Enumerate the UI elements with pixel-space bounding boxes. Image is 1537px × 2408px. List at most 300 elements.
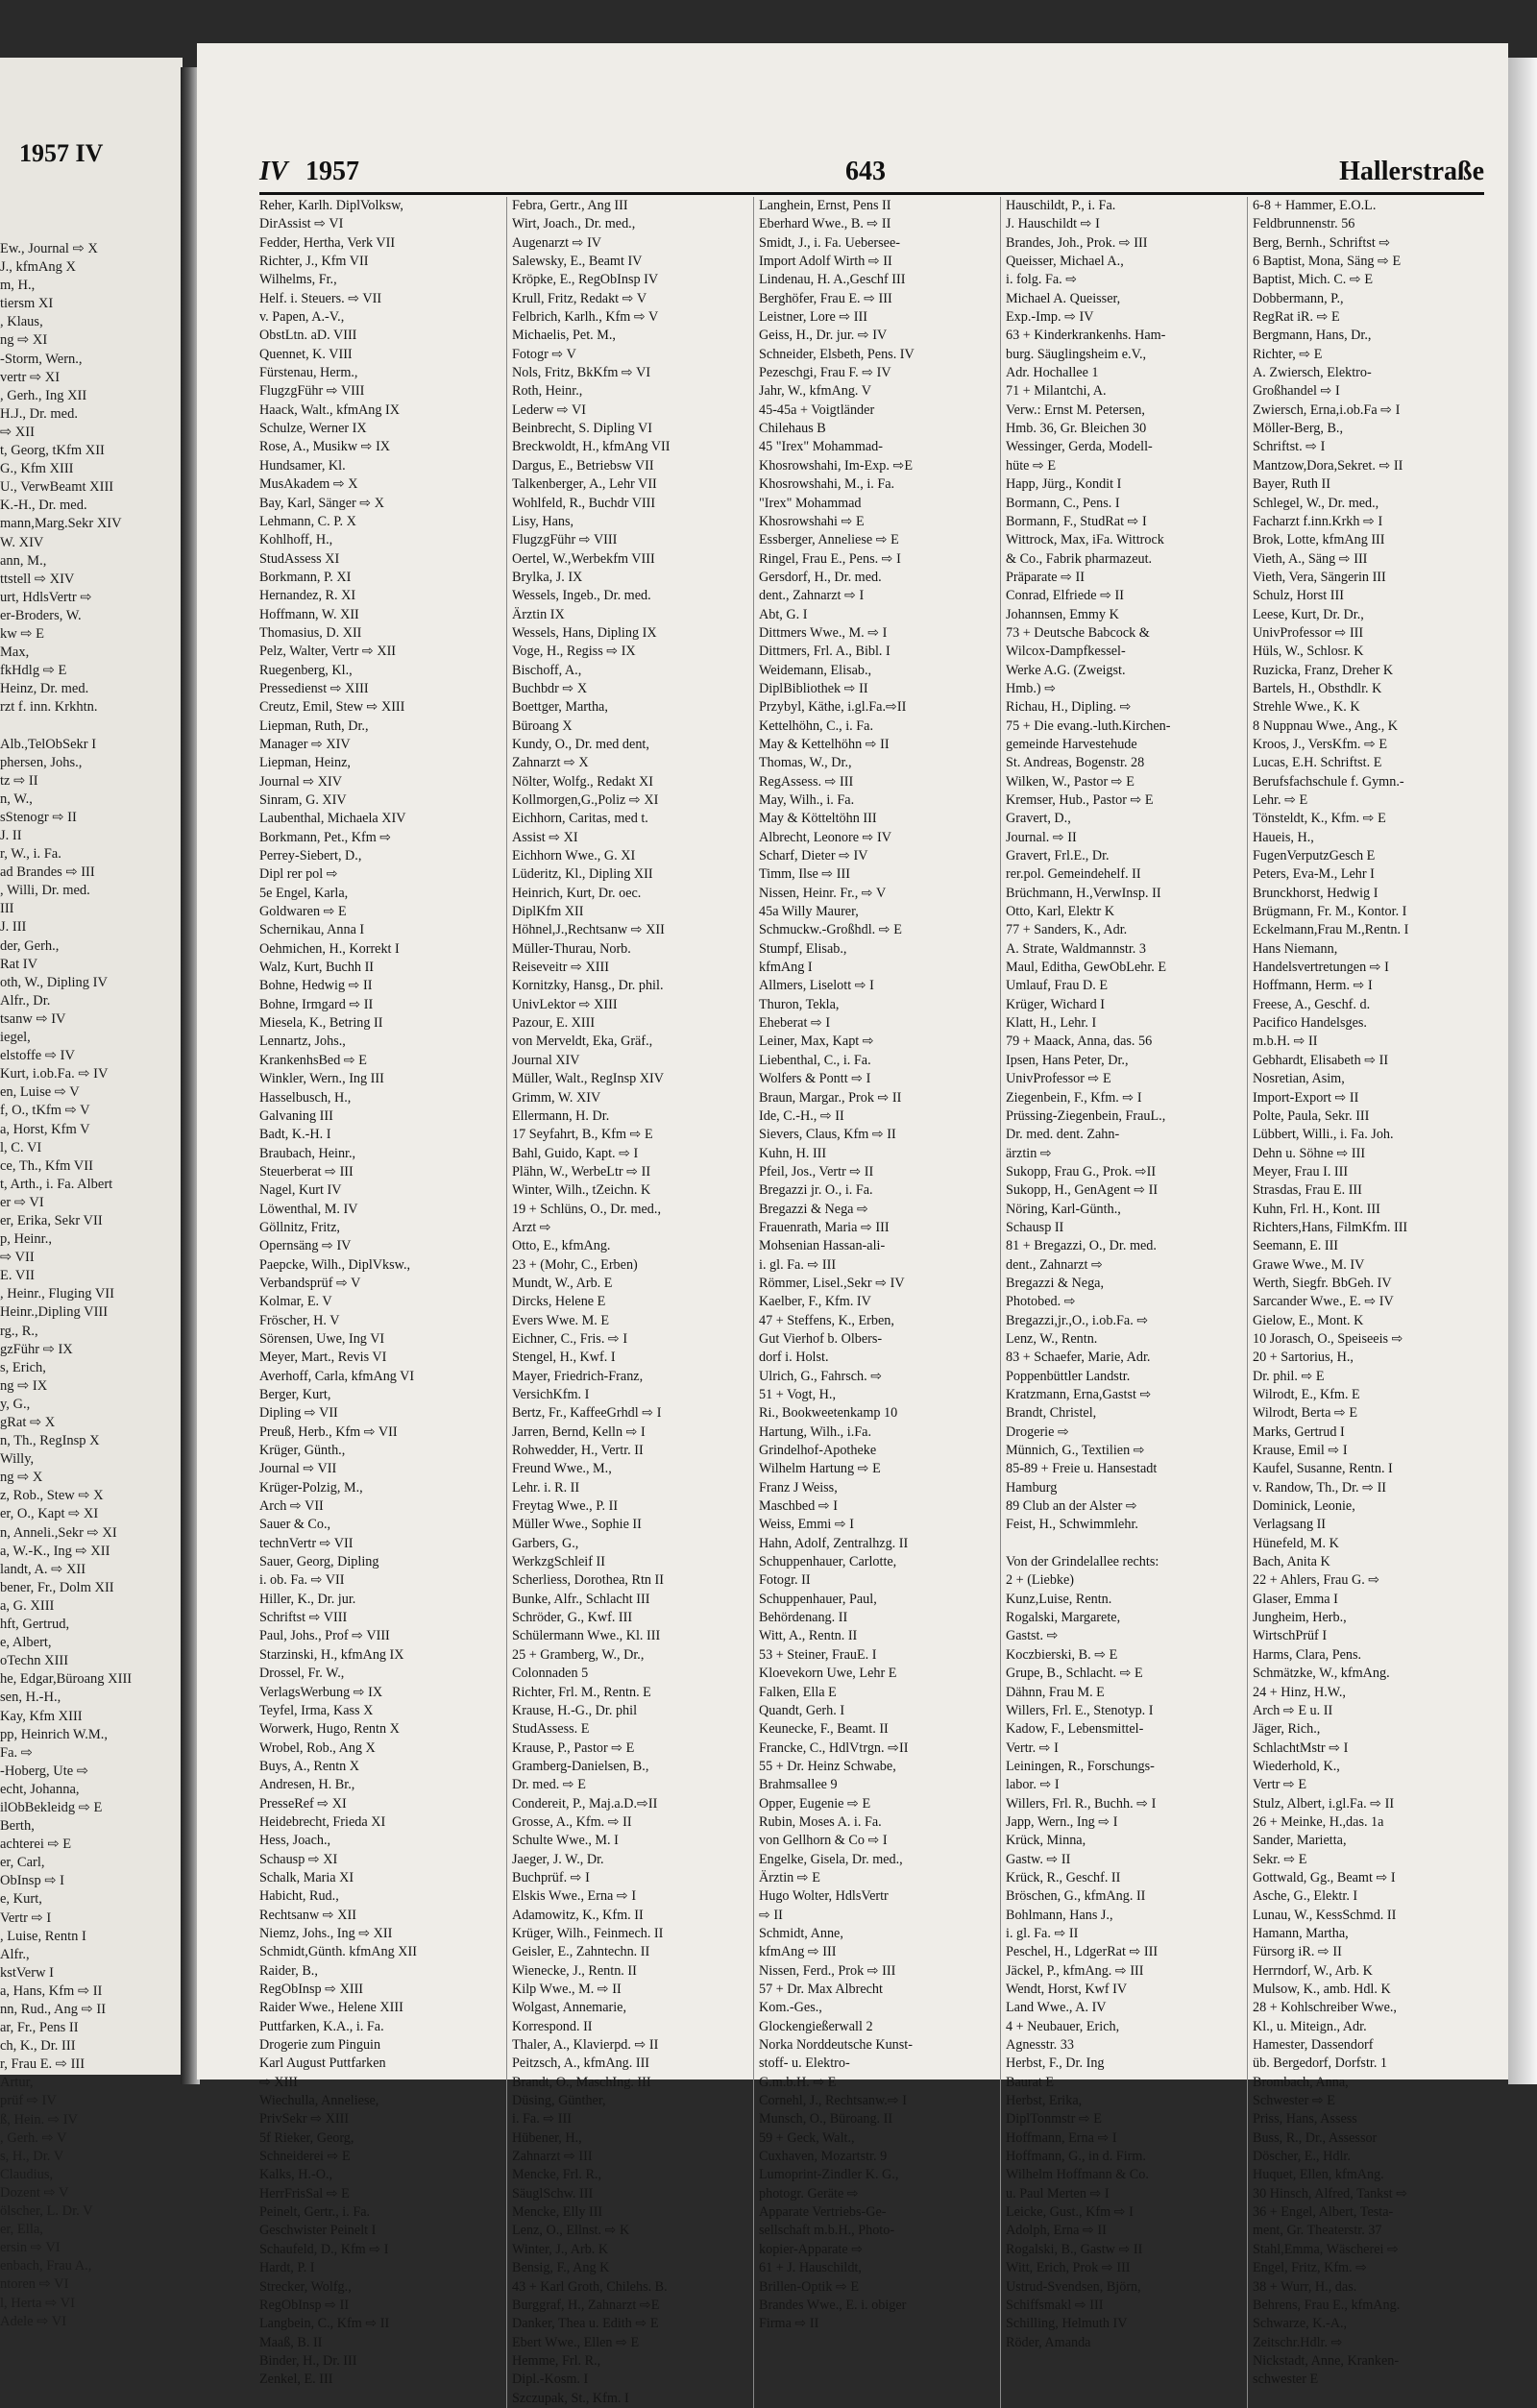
directory-entry: Bröschen, G., kfmAng. II [1006,1888,1146,1905]
directory-entry: FlugzgFühr ⇨ VIII [512,532,618,548]
directory-entry: Pacifico Handelsges. [1253,1015,1367,1032]
directory-entry: Engel, Fritz, Kfm. ⇨ [1253,2260,1368,2276]
directory-entry: Assist ⇨ XI [512,829,578,845]
directory-entry: Raider Wwe., Helene XIII [259,2000,403,2016]
directory-entry: Krüger, Wilh., Feinmech. II [512,1925,664,1941]
directory-entry: Fotogr. II [759,1572,811,1589]
directory-entry [1006,1535,1237,1553]
directory-entry: Fürsorg iR. ⇨ II [1253,1944,1342,1960]
directory-entry: Bay, Karl, Sänger ⇨ X [259,495,384,511]
directory-entry: Harms, Clara, Pens. [1253,1646,1362,1663]
directory-entry: Nagel, Kurt IV [259,1182,342,1199]
directory-entry: Kaelber, F., Kfm. IV [759,1294,871,1310]
directory-entry: Hauschildt, P., i. Fa. [1006,198,1116,213]
directory-entry: Facharzt f.inn.Krkh ⇨ I [1253,513,1383,529]
left-page-line: sen, H.-H., [0,1690,61,1706]
directory-columns [259,197,1484,2406]
directory-entry: Maschbed ⇨ I [759,1498,839,1515]
directory-entry: Rechtsanw ⇨ XII [259,1907,356,1923]
left-page-line: y, G., [0,1396,31,1412]
directory-entry: Hartung, Wilh., i.Fa. [759,1423,871,1440]
directory-entry: kfmAng I [759,960,813,976]
left-page-line: iegel, [0,1030,31,1046]
directory-entry: Wilcox-Dampfkessel- [1006,644,1126,660]
directory-entry: Maul, Editha, GewObLehr. E [1006,960,1167,976]
left-page-line: s, H., Dr. V [0,2148,64,2164]
directory-entry: Boettger, Martha, [512,699,608,716]
left-page-line: rzt f. inn. Krkhtn. [0,699,98,716]
directory-entry: Borkmann, Pet., Kfm ⇨ [259,829,392,845]
directory-entry: i. Fa. ⇨ III [512,2111,572,2128]
directory-entry: Adamowitz, K., Kfm. II [512,1907,644,1923]
left-page-line: kw ⇨ E [0,625,44,642]
directory-entry: Johannsen, Emmy K [1006,606,1119,622]
directory-entry: Michaelis, Pet. M., [512,328,616,344]
directory-entry: 45 "Irex" Mohammad- [759,439,883,455]
directory-entry: 23 + (Mohr, C., Erben) [512,1256,638,1273]
directory-entry: Schneiderei ⇨ E [259,2149,351,2165]
left-page-line: en, Luise ⇨ V [0,1084,80,1101]
directory-entry: Kornitzky, Hansg., Dr. phil. [512,978,664,994]
directory-entry: 45a Willy Maurer, [759,904,859,920]
directory-entry: Ärztin ⇨ E [759,1869,820,1885]
left-page-line: ng ⇨ X [0,1470,43,1486]
directory-entry: dent., Zahnarzt ⇨ I [759,588,865,604]
left-page-line: he, Edgar,Büroang XIII [0,1671,133,1688]
volume-label: IV [259,157,288,186]
left-page-line: ölscher, L. Dr. V [0,2203,93,2220]
directory-entry: Galvaning III [259,1107,333,1124]
directory-entry: Kroos, J., VersKfm. ⇨ E [1253,736,1388,752]
left-page-line: , Klaus, [0,314,43,330]
directory-entry: DiplKfm XII [512,904,584,920]
directory-entry: FugenVerputzGesch E [1253,848,1376,864]
directory-entry: Kratzmann, Erna,Gastst ⇨ [1006,1387,1152,1402]
directory-entry: Dipl.-Kosm. I [512,2372,589,2388]
directory-entry: Hübener, H., [512,2129,582,2146]
directory-entry: Hmb. 36, Gr. Bleichen 30 [1006,421,1147,437]
directory-entry: gemeinde Harvestehude [1006,736,1137,752]
directory-entry: Leistner, Lore ⇨ III [759,309,867,326]
directory-entry: Höhnel,J.,Rechtsanw ⇨ XII [512,922,665,938]
left-page-line: rg., R., [0,1323,38,1339]
directory-entry: Pelz, Walter, Vertr ⇨ XII [259,644,397,660]
directory-entry: Fürstenau, Herm., [259,365,358,381]
directory-entry: Francke, C., HdlVtrgn. ⇨II [759,1739,909,1756]
directory-entry: Szczupak, St., Kfm. I [512,2390,629,2406]
directory-entry: Gebhardt, Elisabeth ⇨ II [1253,1052,1389,1068]
directory-entry: Jäger, Rich., [1253,1721,1321,1738]
directory-entry: Wilken, W., Pastor ⇨ E [1006,773,1134,790]
directory-entry: Walz, Kurt, Buchh II [259,960,375,976]
directory-entry: Müller-Thurau, Norb. [512,940,631,957]
left-page-line: gzFühr ⇨ IX [0,1341,73,1357]
directory-entry: Heidebrecht, Frieda XI [259,1813,386,1830]
left-page-line: Heinr.,Dipling VIII [0,1304,109,1321]
directory-entry: 26 + Meinke, H.,das. 1a [1253,1813,1384,1830]
directory-entry: Preuß, Herb., Kfm ⇨ VII [259,1423,398,1440]
directory-entry: 2 + (Liebke) [1006,1572,1075,1589]
directory-entry: Michael A. Queisser, [1006,290,1121,306]
directory-column-4 [1000,197,1237,2408]
left-page-line: ObInsp ⇨ I [0,1873,64,1889]
directory-entry: Verbandsprüf ⇨ V [259,1275,361,1291]
directory-entry: 24 + Hinz, H.W., [1253,1684,1346,1700]
directory-entry: Falken, Ella E [759,1684,837,1700]
directory-entry: Pfeil, Jos., Vertr ⇨ II [759,1163,874,1180]
directory-entry: Schalk, Maria XI [259,1869,354,1885]
left-page-line: ad Brandes ⇨ III [0,864,95,881]
directory-entry: Stulz, Albert, i.gl.Fa. ⇨ II [1253,1795,1395,1812]
directory-entry: Puttfarken, K.A., i. Fa. [259,2018,384,2034]
page-header [259,149,1484,195]
directory-entry: Wiechulla, Anneliese, [259,2093,379,2109]
directory-entry: Eichhorn, Caritas, med t. [512,811,648,827]
directory-entry: Gastw. ⇨ II [1006,1851,1071,1867]
directory-entry: May, Wilh., i. Fa. [759,792,855,808]
directory-entry: PresseRef ⇨ XI [259,1795,347,1812]
directory-entry: Herrndorf, W., Arb. K [1253,1962,1373,1979]
directory-entry: Queisser, Michael A., [1006,254,1124,270]
left-page-line: er, O., Kapt ⇨ XI [0,1506,99,1522]
directory-entry: Brügmann, Fr. M., Kontor. I [1253,904,1407,920]
left-page-line: r, Frau E. ⇨ III [0,2056,85,2073]
left-page-line: ⇨ VII [0,1250,35,1266]
left-page-line: er-Broders, W. [0,607,82,623]
directory-entry: Strasdas, Frau E. III [1253,1182,1362,1199]
directory-entry: Gravert, Frl.E., Dr. [1006,848,1110,864]
directory-entry: 6-8 + Hammer, E.O.L. [1253,198,1377,213]
directory-entry: Schiffsmakl ⇨ III [1006,2297,1104,2313]
left-page-line: Rat IV [0,956,38,972]
directory-entry: Salewsky, E., Beamt IV [512,254,643,270]
directory-entry: Opper, Eugenie ⇨ E [759,1795,871,1812]
directory-entry: Peschel, H., LdgerRat ⇨ III [1006,1944,1159,1960]
directory-entry: Karl August Puttfarken [259,2055,386,2072]
directory-entry: Bregazzi & Nega ⇨ [759,1201,868,1217]
directory-entry: Sarcander Wwe., E. ⇨ IV [1253,1294,1394,1310]
directory-entry: Stumpf, Elisab., [759,940,847,957]
left-page-line: Fa. ⇨ [0,1744,33,1761]
directory-entry: Schulze, Werner IX [259,421,367,437]
directory-entry: Geschwister Peinelt I [259,2223,377,2239]
directory-entry: technVertr ⇨ VII [259,1535,354,1551]
directory-entry: Von der Grindelallee rechts: [1006,1554,1159,1570]
directory-entry: Journal ⇨ XIV [259,773,342,790]
directory-entry: Bayer, Ruth II [1253,476,1330,493]
directory-entry: Arch ⇨ E u. II [1253,1702,1333,1718]
left-page-line: ng ⇨ XI [0,332,48,349]
directory-entry: Berufsfachschule f. Gymn.- [1253,773,1404,790]
directory-entry: Schmuckw.-Großhdl. ⇨ E [759,922,902,938]
directory-entry: Schriftst. ⇨ I [1253,439,1326,455]
directory-entry: Gastst. ⇨ [1006,1628,1059,1644]
directory-entry: 20 + Sartorius, H., [1253,1350,1354,1366]
directory-entry: Meyer, Mart., Revis VI [259,1350,387,1366]
directory-entry: Teyfel, Irma, Kass X [259,1702,374,1718]
directory-entry: Rogalski, B., Gastw ⇨ II [1006,2241,1143,2257]
directory-entry: Essberger, Anneliese ⇨ E [759,532,899,548]
directory-entry: Schuppenhauer, Paul, [759,1591,877,1607]
directory-entry: Gottwald, Gg., Beamt ⇨ I [1253,1869,1396,1885]
left-page-line: ng ⇨ IX [0,1377,48,1394]
page-number: 643 [845,157,886,186]
directory-entry: Manager ⇨ XIV [259,736,351,752]
left-page-line: elstoffe ⇨ IV [0,1048,75,1064]
directory-entry: Geiss, H., Dr. jur. ⇨ IV [759,328,888,344]
directory-entry: Schmidt, Anne, [759,1925,843,1941]
directory-entry: 81 + Bregazzi, O., Dr. med. [1006,1238,1157,1254]
directory-entry: Verlagsang II [1253,1517,1327,1533]
directory-entry: Kohlhoff, H., [259,532,333,548]
directory-entry: Klatt, H., Lehr. I [1006,1015,1097,1032]
directory-entry: Albrecht, Leonore ⇨ IV [759,829,891,845]
directory-entry: Vieth, Vera, Sängerin III [1253,569,1386,585]
directory-entry: Wolfers & Pontt ⇨ I [759,1071,871,1087]
directory-entry: Bischoff, A., [512,662,582,678]
directory-entry: Dircks, Helene E [512,1294,606,1310]
directory-entry: Ide, C.-H., ⇨ II [759,1107,844,1124]
directory-entry: Werth, Siegfr. BbGeh. IV [1253,1275,1392,1291]
directory-entry: Peters, Eva-M., Lehr I [1253,866,1375,883]
directory-entry: Scherliess, Dorothea, Rtn II [512,1572,664,1589]
directory-entry: Weidemann, Elisab., [759,662,872,678]
directory-entry: Hamester, Dassendorf [1253,2037,1374,2054]
directory-entry: Buchbdr ⇨ X [512,680,588,696]
directory-entry: Schaufeld, D., Kfm ⇨ I [259,2241,389,2257]
directory-entry: Grosse, A., Kfm. ⇨ II [512,1813,632,1830]
directory-entry: Krüger-Polzig, M., [259,1479,363,1496]
left-page-line: a, Hans, Kfm ⇨ II [0,1982,103,1999]
directory-entry: Polte, Paula, Sekr. III [1253,1107,1370,1124]
directory-entry: Winter, Wilh., tZeichn. K [512,1182,651,1199]
left-page-line: pp, Heinrich W.M., [0,1726,108,1742]
directory-entry: Ringel, Frau E., Pens. ⇨ I [759,550,901,567]
directory-entry: Krück, R., Geschf. II [1006,1869,1121,1885]
directory-entry: Nols, Fritz, BkKfm ⇨ VI [512,365,651,381]
directory-entry: Krause, H.-G., Dr. phil [512,1702,638,1718]
directory-entry: Borkmann, P. XI [259,569,352,585]
left-page-line: prüf ⇨ IV [0,2093,57,2109]
directory-entry: Drogerie ⇨ [1006,1423,1069,1440]
directory-entry: Khosrowshahi ⇨ E [759,513,865,529]
directory-entry: Braubach, Heinr., [259,1145,356,1161]
directory-entry: Berghöfer, Frau E. ⇨ III [759,290,892,306]
directory-entry: m.b.H. ⇨ II [1253,1034,1318,1050]
directory-entry: Paul, Johs., Prof ⇨ VIII [259,1628,390,1644]
directory-entry: Verw.: Ernst M. Petersen, [1006,401,1145,418]
directory-entry: Seemann, E. III [1253,1238,1339,1254]
directory-entry: Pezeschgi, Frau F. ⇨ IV [759,365,891,381]
directory-entry: Bormann, F., StudRat ⇨ I [1006,513,1147,529]
left-page-line: bener, Fr., Dolm XII [0,1579,114,1595]
directory-entry: Braun, Margar., Prok ⇨ II [759,1089,902,1106]
directory-entry: 36 + Engel, Albert, Testa- [1253,2204,1394,2221]
left-page-line: a, Horst, Kfm V [0,1121,90,1137]
left-page-line: e, Albert, [0,1635,52,1651]
directory-entry: Wessels, Ingeb., Dr. med. [512,588,651,604]
directory-entry: Feist, H., Schwimmlehr. [1006,1517,1138,1533]
directory-entry: UnivLektor ⇨ XIII [512,996,618,1012]
directory-entry: Eichhorn Wwe., G. XI [512,848,636,864]
directory-entry: Reiseveitr ⇨ XIII [512,960,609,976]
left-page-line: Alb.,TelObSekr I [0,736,97,752]
directory-entry: üb. Bergedorf, Dorfstr. 1 [1253,2055,1388,2072]
directory-entry: Jaeger, J. W., Dr. [512,1851,604,1867]
directory-entry: VersichKfm. I [512,1387,590,1402]
directory-entry: Hoffmann, Herm. ⇨ I [1253,978,1373,994]
directory-entry: Ziegenbein, F., Kfm. ⇨ I [1006,1089,1142,1106]
directory-entry: Schausp ⇨ XI [259,1851,338,1867]
directory-entry: Sander, Marietta, [1253,1833,1347,1849]
directory-entry: Miesela, K., Betring II [259,1015,383,1032]
directory-entry: J. Hauschildt ⇨ I [1006,216,1100,232]
directory-entry: May & Kötteltöhn III [759,811,877,827]
page-edge [1508,58,1537,2084]
directory-entry: 5f Rieker, Georg, [259,2129,354,2146]
directory-entry: Großhandel ⇨ I [1253,383,1340,400]
directory-entry: Bohlmann, Hans J., [1006,1907,1113,1923]
directory-entry: 63 + Kinderkrankenhs. Ham- [1006,328,1166,344]
directory-entry: Ipsen, Hans Peter, Dr., [1006,1052,1129,1068]
directory-entry: Schriftst ⇨ VIII [259,1610,348,1626]
directory-entry: Krüger, Günth., [259,1443,346,1459]
directory-entry: Hoffmann, Erna ⇨ I [1006,2129,1117,2146]
directory-entry: Behördenang. II [759,1610,848,1626]
directory-entry: Import Adolf Wirth ⇨ II [759,254,892,270]
directory-entry: Beinbrecht, S. Dipling VI [512,421,652,437]
directory-entry: Sukopp, H., GenAgent ⇨ II [1006,1182,1159,1199]
directory-entry: u. Paul Merten ⇨ I [1006,2185,1110,2201]
left-page-line: landt, A. ⇨ XII [0,1561,86,1577]
directory-entry: 43 + Karl Groth, Chilehs. B. [512,2278,668,2295]
left-page-line: J. II [0,828,22,843]
directory-entry: Sauer & Co., [259,1517,331,1533]
directory-entry: ⇨ II [759,1907,783,1923]
directory-entry: Strecker, Wolfg., [259,2278,352,2295]
directory-entry: 71 + Milantchi, A. [1006,383,1107,400]
directory-entry: labor. ⇨ I [1006,1777,1060,1793]
directory-entry: Schilling, Helmuth IV [1006,2316,1128,2332]
directory-entry: Elskis Wwe., Erna ⇨ I [512,1888,637,1905]
directory-entry: Liepman, Ruth, Dr., [259,718,369,734]
directory-entry: Pressedienst ⇨ XIII [259,680,369,696]
left-page-line: -Storm, Wern., [0,351,83,367]
directory-entry: WerkzgSchleif II [512,1554,605,1570]
directory-entry: Mundt, W., Arb. E [512,1275,613,1291]
directory-entry: Möller-Berg, B., [1253,421,1344,437]
directory-entry: Peinelt, Gertr., i. Fa. [259,2204,371,2221]
left-page-line: kstVerw I [0,1964,54,1981]
directory-entry: Poppenbüttler Landstr. [1006,1368,1131,1384]
directory-entry: i. gl. Fa. ⇨ III [759,1256,837,1273]
directory-entry: Febra, Gertr., Ang III [512,198,628,213]
directory-entry: Vertr. ⇨ I [1006,1739,1059,1756]
directory-entry: Schulz, Horst III [1253,588,1344,604]
directory-entry: Nöring, Karl-Günth., [1006,1201,1121,1217]
directory-entry: & Co., Fabrik pharmazeut. [1006,550,1153,567]
directory-entry: Zeitschr.Hdlr. ⇨ [1253,2334,1343,2350]
directory-entry: Rose, A., Musikw ⇨ IX [259,439,391,455]
directory-entry: Sievers, Claus, Kfm ⇨ II [759,1127,896,1143]
directory-entry: Munsch, O., Büroang. II [759,2111,893,2128]
directory-entry: schwester E [1253,2372,1319,2388]
directory-entry: Quandt, Gerh. I [759,1702,845,1718]
directory-entry: Przybyl, Käthe, i.gl.Fa.⇨II [759,699,907,716]
directory-column-5 [1247,197,1484,2408]
directory-entry: Müller, Walt., RegInsp XIV [512,1071,665,1087]
directory-entry: 83 + Schaefer, Marie, Adr. [1006,1350,1151,1366]
directory-entry: 55 + Dr. Heinz Schwabe, [759,1758,896,1774]
left-page-line: enbach, Frau A., [0,2258,92,2274]
directory-entry: RegAssess. ⇨ III [759,773,854,790]
directory-entry: Thaler, A., Klavierpd. ⇨ II [512,2037,659,2054]
directory-entry: Drogerie zum Pinguin [259,2037,381,2054]
directory-entry: 8 Nuppnau Wwe., Ang., K [1253,718,1399,734]
left-page-line: , Heinr., Fluging VII [0,1286,114,1302]
directory-entry: Wienecke, J., Rentn. II [512,1962,637,1979]
directory-entry: Brandt, Christel, [1006,1405,1097,1422]
left-page-line: der, Gerh., [0,937,60,954]
directory-entry: Bregazzi jr. O., i. Fa. [759,1182,873,1199]
directory-entry: Langbein, C., Kfm ⇨ II [259,2316,390,2332]
directory-entry: Dobbermann, P., [1253,290,1344,306]
directory-entry: Bohne, Hedwig ⇨ II [259,978,373,994]
directory-entry: Hiller, K., Dr. jur. [259,1591,356,1607]
directory-entry: 73 + Deutsche Babcock & [1006,624,1150,641]
directory-entry: Krüger, Wichard I [1006,996,1105,1012]
directory-entry: Opernsäng ⇨ IV [259,1238,352,1254]
directory-entry: Firma ⇨ II [759,2316,819,2332]
directory-entry: Kundy, O., Dr. med dent, [512,736,649,752]
directory-entry: Wilhelms, Fr., [259,272,337,288]
directory-entry: Colonnaden 5 [512,1666,589,1682]
directory-entry: RegRat iR. ⇨ E [1253,309,1340,326]
directory-entry: Khosrowshahi, M., i. Fa. [759,476,895,493]
directory-entry: Bregazzi,jr.,O., i.ob.Fa. ⇨ [1006,1312,1149,1328]
directory-entry: Kaufel, Susanne, Rentn. I [1253,1461,1393,1477]
directory-entry: Journal. ⇨ II [1006,829,1077,845]
directory-entry: 89 Club an der Alster ⇨ [1006,1498,1137,1515]
left-page-line: n, Th., RegInsp X [0,1433,100,1449]
directory-entry: KrankenhsBed ⇨ E [259,1052,367,1068]
left-page-line: ar, Fr., Pens II [0,2020,79,2036]
left-page-line: oTechn XIII [0,1653,69,1669]
directory-entry: Müller Wwe., Sophie II [512,1517,642,1533]
directory-entry: Burggraf, H., Zahnarzt ⇨E [512,2297,660,2313]
directory-entry: Brandes Wwe., E. i. obiger [759,2297,907,2313]
directory-entry: Arzt ⇨ [512,1219,551,1235]
left-page-line: tsanw ⇨ IV [0,1010,66,1027]
directory-entry: RegObInsp ⇨ II [259,2297,350,2313]
directory-entry: UnivProfessor ⇨ III [1253,624,1364,641]
left-page-line: Willy, [0,1451,35,1468]
directory-entry: Thuron, Tekla, [759,996,840,1012]
directory-entry: Abt, G. I [759,606,808,622]
directory-entry: Hess, Joach., [259,1833,331,1849]
left-page-line [0,717,163,735]
left-page-line: n, Anneli.,Sekr ⇨ XI [0,1524,117,1541]
directory-entry: 47 + Steffens, K., Erben, [759,1312,894,1328]
directory-entry: Brandt, O., MaschIng. III [512,2074,651,2090]
left-page-line: Alfr., Dr. [0,992,51,1009]
left-page-line: Artur, [0,2075,34,2091]
directory-entry: Oehmichen, H., Korrekt I [259,940,400,957]
directory-entry: Kremser, Hub., Pastor ⇨ E [1006,792,1154,808]
directory-entry: Grimm, W. XIV [512,1089,601,1106]
directory-entry: Sörensen, Uwe, Ing VI [259,1330,385,1347]
directory-entry: Krull, Fritz, Redakt ⇨ V [512,290,647,306]
